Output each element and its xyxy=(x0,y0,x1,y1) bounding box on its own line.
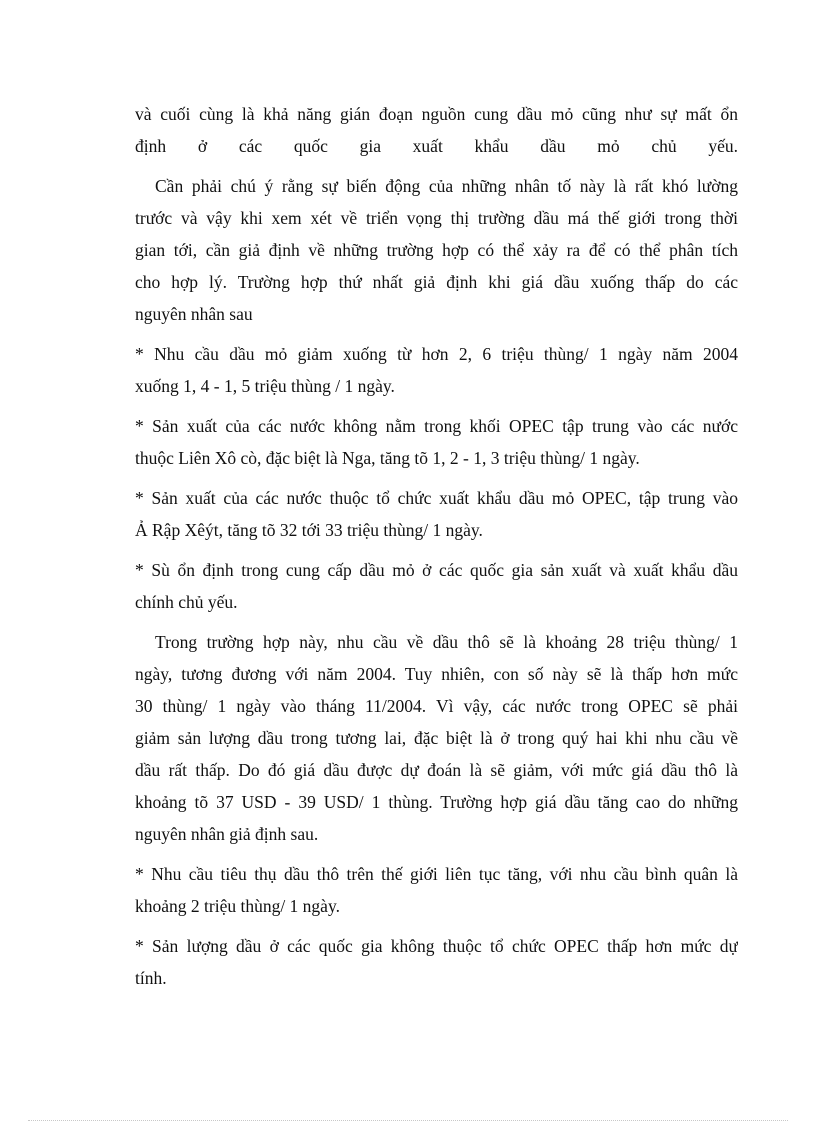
text-line: tính. xyxy=(135,968,167,988)
text-line: * Sản xuất của các nước thuộc tổ chức xuất khẩu dầu mỏ OPEC, tập trung vào xyxy=(135,488,738,508)
text-line: 30 thùng/ 1 ngày vào tháng 11/2004. Vì vậy, các nước trong OPEC sẽ phải xyxy=(135,696,738,716)
text-line: định ở các quốc gia xuất khẩu dầu mỏ chủ yếu. xyxy=(135,136,738,156)
text-line: * Sù ổn định trong cung cấp dầu mỏ ở các quốc gia sản xuất và xuất khẩu dầu xyxy=(135,560,738,580)
text-line: * Sản lượng dầu ở các quốc gia không thuộc tổ chức OPEC thấp hơn mức dự xyxy=(135,936,738,956)
bullet-supply-stability xyxy=(135,554,738,618)
bullet-opec-production xyxy=(135,482,738,546)
text-line: và cuối cùng là khả năng gián đoạn nguồn cung dầu mỏ cũng như sự mất ổn xyxy=(135,104,738,124)
page-bottom-divider xyxy=(28,1120,788,1121)
text-line: khoảng 2 triệu thùng/ 1 ngày. xyxy=(135,896,340,916)
paragraph-price-forecast xyxy=(135,626,738,850)
paragraph-continuation xyxy=(135,98,738,162)
text-line: Ả Rập Xêýt, tăng tõ 32 tới 33 triệu thùng/ 1 ngày. xyxy=(135,520,483,540)
document-body xyxy=(135,98,738,1002)
text-line: Trong trường hợp này, nhu cầu về dầu thô sẽ là khoảng 28 triệu thùng/ 1 xyxy=(155,632,738,652)
text-line: chính chủ yếu. xyxy=(135,592,238,612)
text-line: * Sản xuất của các nước không nằm trong khối OPEC tập trung vào các nước xyxy=(135,416,738,436)
text-line: thuộc Liên Xô cò, đặc biệt là Nga, tăng tõ 1, 2 - 1, 3 triệu thùng/ 1 ngày. xyxy=(135,448,640,468)
bullet-non-opec-output-lower xyxy=(135,930,738,994)
bullet-non-opec-production xyxy=(135,410,738,474)
text-line: * Nhu cầu dầu mỏ giảm xuống từ hơn 2, 6 triệu thùng/ 1 ngày năm 2004 xyxy=(135,344,738,364)
text-line: nguyên nhân giả định sau. xyxy=(135,824,319,844)
text-line: Cần phải chú ý rằng sự biến động của những nhân tố này là rất khó lường xyxy=(155,176,738,196)
text-line: cho hợp lý. Trường hợp thứ nhất giả định khi giá dầu xuống thấp do các xyxy=(135,272,738,292)
paragraph-scenario-intro xyxy=(135,170,738,330)
text-line: giảm sản lượng dầu trong tương lai, đặc biệt là ở trong quý hai khi nhu cầu về xyxy=(135,728,738,748)
text-line: trước và vậy khi xem xét về triển vọng thị trường dầu má thế giới trong thời xyxy=(135,208,738,228)
text-line: ngày, tương đương với năm 2004. Tuy nhiên, con số này sẽ là thấp hơn mức xyxy=(135,664,738,684)
bullet-consumption-increase xyxy=(135,858,738,922)
text-line: nguyên nhân sau xyxy=(135,304,253,324)
text-line: dầu rất thấp. Do đó giá dầu được dự đoán là sẽ giảm, với mức giá dầu thô là xyxy=(135,760,738,780)
text-line: * Nhu cầu tiêu thụ dầu thô trên thế giới liên tục tăng, với nhu cầu bình quân là xyxy=(135,864,738,884)
bullet-demand-decrease xyxy=(135,338,738,402)
text-line: gian tới, cần giả định về những trường hợp có thể xảy ra để có thể phân tích xyxy=(135,240,738,260)
text-line: xuống 1, 4 - 1, 5 triệu thùng / 1 ngày. xyxy=(135,376,395,396)
text-line: khoảng tõ 37 USD - 39 USD/ 1 thùng. Trường hợp giá dầu tăng cao do những xyxy=(135,792,738,812)
